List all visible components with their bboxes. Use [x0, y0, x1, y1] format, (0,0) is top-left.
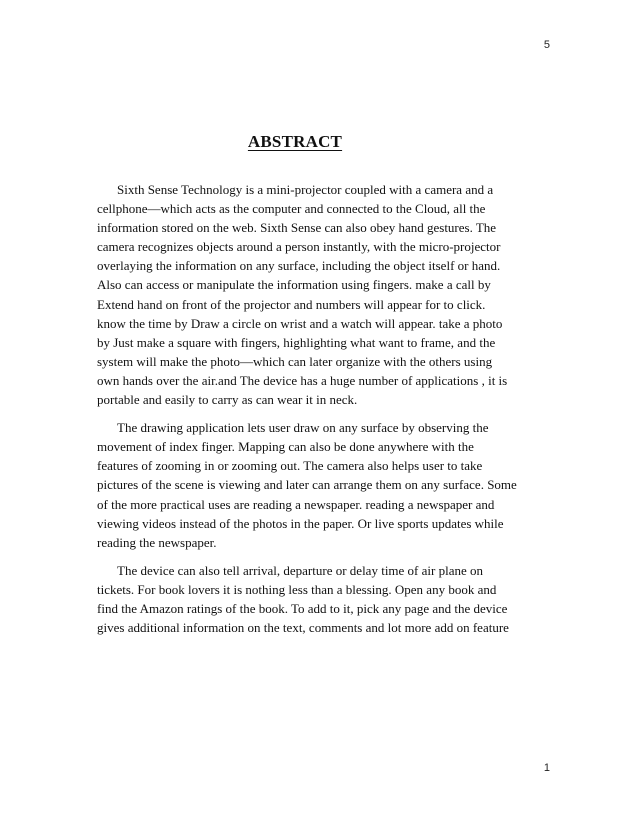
abstract-paragraph-3: The device can also tell arrival, departure or delay time of air plane on tickets. For book lovers it is nothing less than a blessing. Open any book and find the Amazon ratings of the book. To add to it, pick any page and the device gives additional information on the text, comments and lot more add on feature	[97, 562, 509, 636]
top-page-number: 5	[543, 39, 550, 51]
abstract-body	[97, 180, 517, 646]
bottom-page-number: 1	[543, 762, 550, 774]
abstract-paragraph-2: The drawing application lets user draw on any surface by observing the movement of index finger. Mapping can also be done anywhere with the features of zooming in or zooming out. The camera also helps user to take pictures of the scene is viewing and later can arrange them on any surface. Some of the more practical uses are reading a newspaper. reading a newspaper and viewing videos instead of the photos in the paper. Or live sports updates while reading the newspaper.	[97, 420, 517, 550]
abstract-paragraph-1: Sixth Sense Technology is a mini-projector coupled with a camera and a cellphone—which acts as the computer and connected to the Cloud, all the information stored on the web. Sixth Sense can also obey hand gestures. The camera recognizes objects around a person instantly, with the micro-projector overlaying the information on any surface, including the object itself or hand. Also can access or manipulate the information using fingers. make a call by Extend hand on front of the projector and numbers will appear for to click. know the time by Draw a circle on wrist and a watch will appear. take a photo by Just make a square with fingers, highlighting what want to frame, and the system will make the photo—which can later organize with the others using own hands over the air.and The device has a huge number of applications , it is portable and easily to carry as can wear it in neck.	[97, 182, 508, 408]
abstract-title: ABSTRACT	[247, 132, 343, 152]
